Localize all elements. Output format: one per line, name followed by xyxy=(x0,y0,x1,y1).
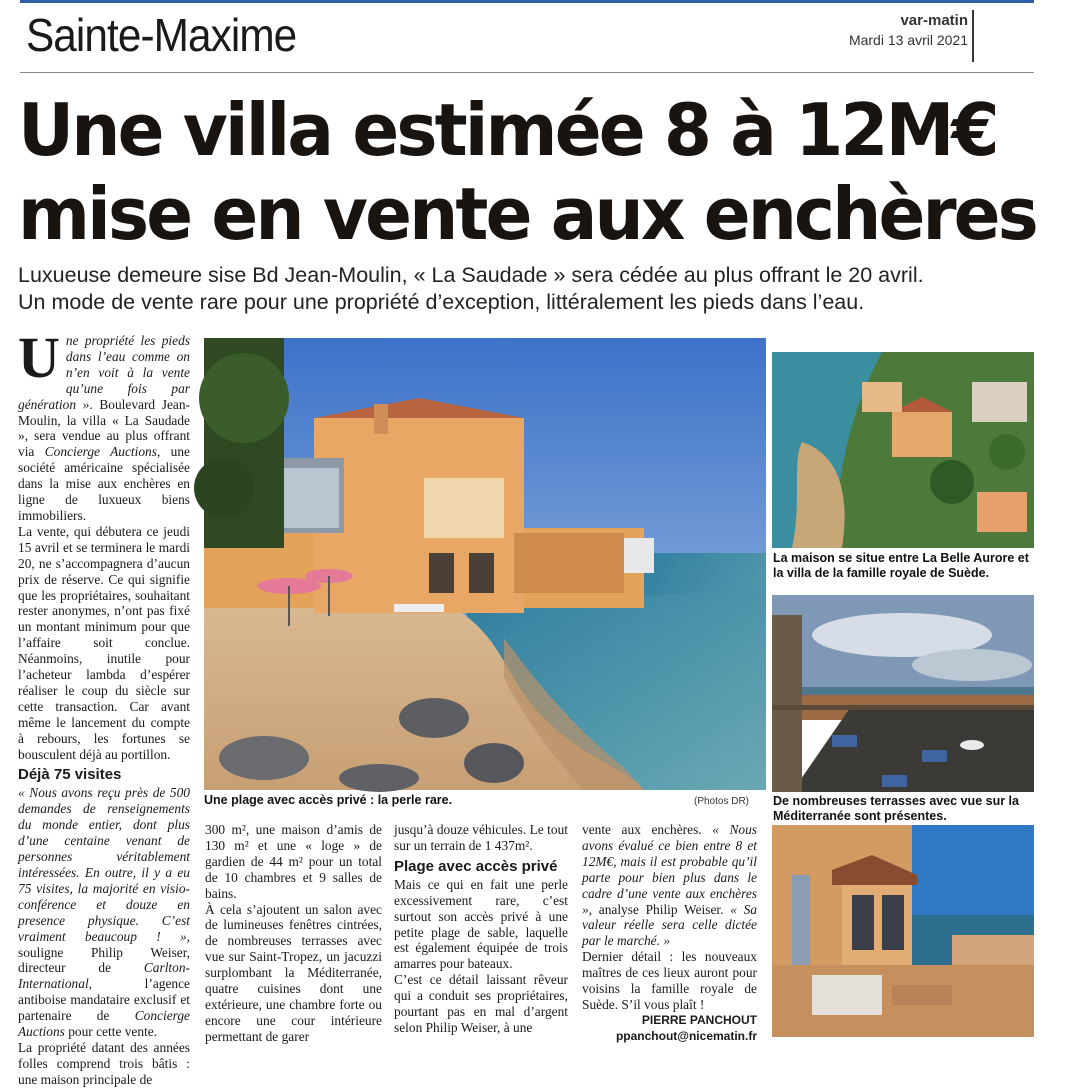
paragraph: vente aux enchères. « Nous avons évalué ce bien entre 8 et 12M€, mais il est probable qu’il parte pour bien plus dans le cadre d’une vente aux enchères », analyse Philip Weiser. « Sa valeur réelle sera celle dictée par le marché. » xyxy=(582,822,757,949)
headline-line-2: mise en vente aux enchères xyxy=(18,172,1036,256)
author-name: PIERRE PANCHOUT xyxy=(641,1012,757,1027)
paragraph: Dernier détail : les nouveaux maîtres de ces lieux auront pour voisins la famille royale de Suède. S’il vous plaît ! xyxy=(582,949,757,1012)
terrace-photo-caption: De nombreuses terrasses avec vue sur la Méditerranée sont présentes. xyxy=(773,794,1019,823)
headline xyxy=(18,88,1036,256)
article-column-1 xyxy=(18,325,191,1088)
top-rule xyxy=(20,0,1034,3)
header-divider xyxy=(972,10,974,62)
main-photo-caption: Une plage avec accès privé : la perle rare. xyxy=(204,793,453,807)
paragraph: Mais ce qui en fait une perle excessivement rare, c’est surtout son accès privé à une petite plage de sable, laquelle est également équipée de trois amarres pour bateaux. xyxy=(394,876,568,972)
photo-credit: (Photos DR) xyxy=(694,796,750,807)
article-column-3 xyxy=(394,822,568,1036)
standfirst-line-2: Un mode de vente rare pour une propriété d’exception, littéralement les pieds dans l’eau. xyxy=(18,290,865,314)
article-column-2 xyxy=(205,822,382,1045)
standfirst-line-1: Luxueuse demeure sise Bd Jean-Moulin, « La Saudade » sera cédée au plus offrant le 20 avril. xyxy=(18,263,924,287)
subheading: Plage avec accès privé xyxy=(394,857,558,875)
headline-line-1: Une villa estimée 8 à 12M€ xyxy=(18,88,997,172)
author-email[interactable]: ppanchout@nicematin.fr xyxy=(615,1028,757,1043)
paragraph: La propriété datant des années folles comprend trois bâtis : une maison principale de xyxy=(18,1039,190,1087)
beach-villa-photo xyxy=(204,338,766,790)
aerial-photo-caption: La maison se situe entre La Belle Aurore et la villa de la famille royale de Suède. xyxy=(773,551,1029,580)
paragraph: La vente, qui débutera ce jeudi 15 avril et se terminera le mardi 20, ne s’accompagnera d’aucun prix de réserve. Ce qui signifie que les propriétaires, souhaitant rester anonymes, n’ont pas fixé un montant minimum pour que l’affaire soit conclue. Néanmoins, inutile pour l’acheteur lambda d’espérer réaliser le coup du siècle sur cette transaction. Car avant même le lancement du compte à rebours, les fortunes se bousculent déjà au portillon. xyxy=(18,523,190,762)
newspaper-name: var-matin xyxy=(900,12,968,29)
paragraph: « Nous avons reçu près de 500 demandes de renseignements du monde entier, dont plus d’une centaine venant de personnes véritablement intéressées. En outre, il y a eu 75 visites, la majorité en visio-conférence et douze en presence physique. C’est vraiment beaucoup ! », souligne Philip Weiser, directeur de Carlton-International, l’agence antiboise mandataire exclusif et partenaire de Concierge Auctions pour cette vente. xyxy=(18,785,190,1040)
header-rule xyxy=(20,72,1034,73)
seaview-house-photo xyxy=(772,825,1034,1037)
article-column-4 xyxy=(582,822,757,1045)
drop-cap: U xyxy=(18,325,60,390)
aerial-photo xyxy=(772,352,1034,548)
paragraph: 300 m², une maison d’amis de 130 m² et une « loge » de gardien de 44 m² pour un total de 10 chambres et 9 salles de bains. xyxy=(205,822,382,901)
paragraph: jusqu’à douze véhicules. Le tout sur un terrain de 1 437m². xyxy=(394,822,568,853)
paragraph: Une propriété les pieds dans l’eau comme on n’en voit à la vente qu’une fois par génération ». Boulevard Jean-Moulin, la villa « La Saudade », sera vendue au plus offrant via Concierge Auctions, une société américaine spécialisée dans la mise aux enchères en ligne de luxueux biens immobiliers. xyxy=(18,325,191,523)
section-title: Sainte-Maxime xyxy=(26,9,297,61)
subheading: Déjà 75 visites xyxy=(18,766,122,784)
standfirst xyxy=(18,262,1058,316)
paragraph: À cela s’ajoutent un salon avec de lumineuses fenêtres cintrées, de nombreuses terrasses avec vue sur Saint-Tropez, un jacuzzi surplombant la Méditerranée, quatre cuisines dont une extérieure, une chambre forte ou encore une cour intérieure permettant de garer xyxy=(205,901,382,1044)
publication-date: Mardi 13 avril 2021 xyxy=(848,32,968,48)
terrace-photo xyxy=(772,595,1034,792)
paragraph: C’est ce détail laissant rêveur qui a conduit ses propriétaires, pourtant pas en mal d’argent selon Philip Weiser, à une xyxy=(394,972,568,1035)
